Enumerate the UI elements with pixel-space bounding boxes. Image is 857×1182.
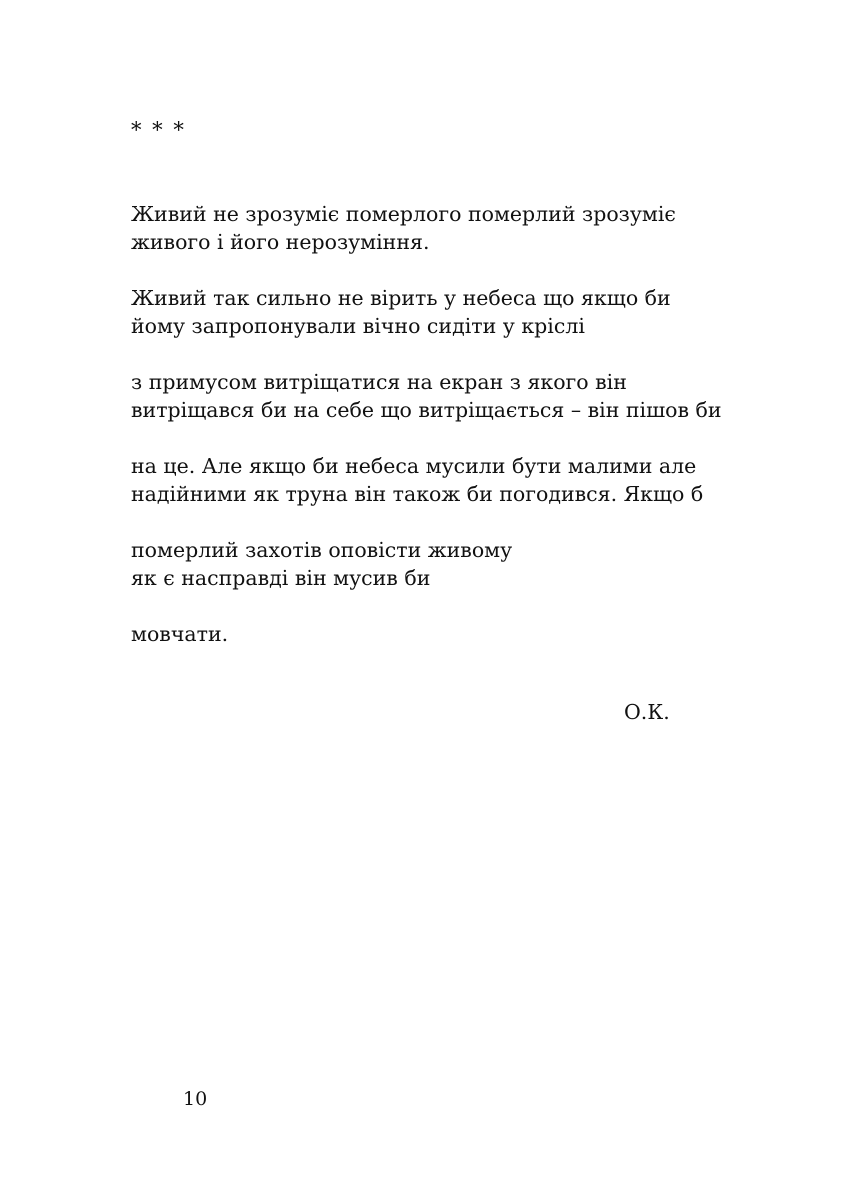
poem-line: померлий захотів оповісти живому [131, 538, 513, 562]
stanza-3 [131, 368, 751, 424]
poem-line: Живий так сильно не вірить у небеса що якщо би [131, 286, 671, 310]
section-separator: * * * [131, 118, 186, 142]
poem-line: надійними як труна він також би погодився. Якщо б [131, 482, 704, 506]
poem-line: з примусом витріщатися на екран з якого він [131, 370, 627, 394]
poem-line: йому запропонували вічно сидіти у кріслі [131, 314, 585, 338]
stanza-5 [131, 536, 751, 592]
author-signature: О.К. [624, 700, 670, 724]
poem-line: витріщався би на себе що витріщається – він пішов би [131, 398, 722, 422]
poem-line: мовчати. [131, 622, 229, 646]
poem-line: на це. Але якщо би небеса мусили бути малими але [131, 454, 697, 478]
stanza-6 [131, 620, 751, 648]
poem-line: Живий не зрозуміє померлого померлий зрозуміє [131, 202, 676, 226]
poem-body [131, 200, 751, 676]
stanza-2 [131, 284, 751, 340]
stanza-1 [131, 200, 751, 256]
poem-line: як є насправді він мусив би [131, 566, 431, 590]
stanza-4 [131, 452, 751, 508]
poem-line: живого і його нерозуміння. [131, 230, 430, 254]
page-number: 10 [183, 1088, 208, 1110]
